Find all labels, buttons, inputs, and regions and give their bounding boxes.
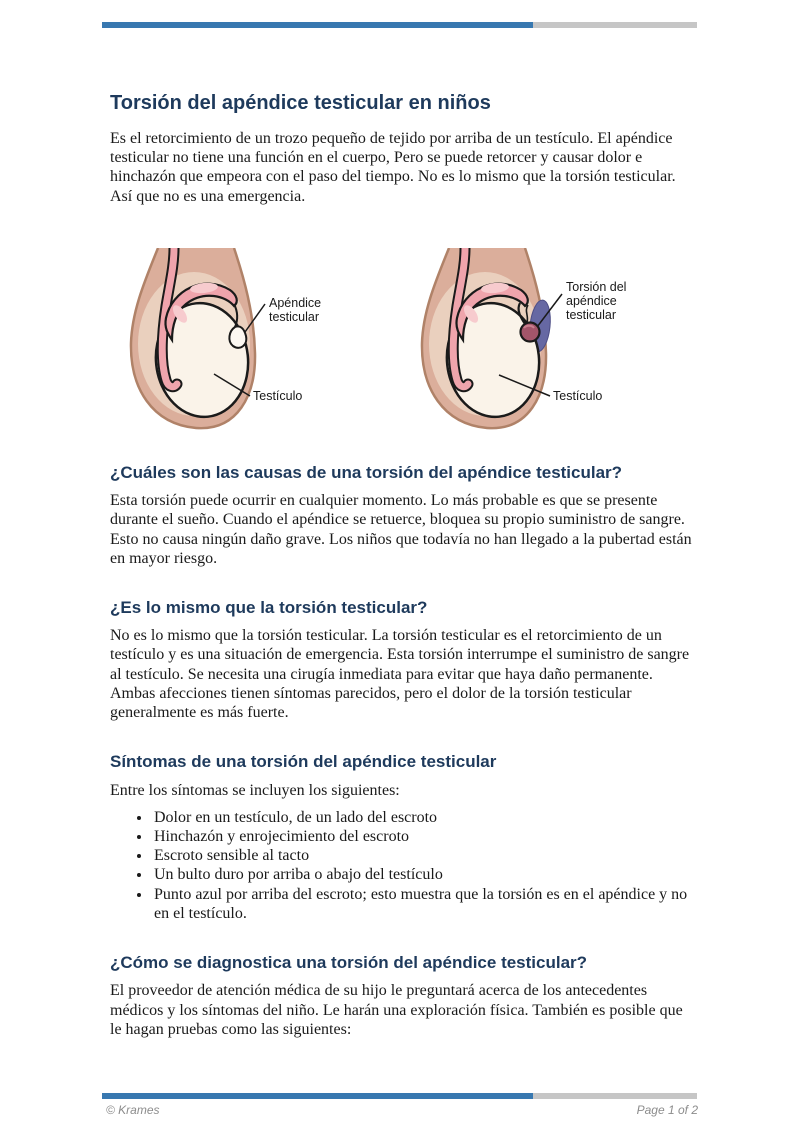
footer-bar-gray-segment (533, 1093, 697, 1099)
section-paragraph: El proveedor de atención médica de su hijo le preguntará acerca de los antecedentes médicos y los síntomas del niño. Le harán una exploración física. También es posible que le hagan pruebas como las siguientes: (110, 982, 683, 1038)
appendix-label-line1: Apéndice (269, 295, 322, 310)
symptom-item: • Dolor en un testículo, de un lado del escroto (152, 808, 698, 827)
torsion-label-line1: Torsión del (566, 279, 627, 294)
section-heading: ¿Es lo mismo que la torsión testicular? (110, 597, 428, 617)
testicle-label: Testículo (553, 388, 603, 403)
header-bar-gray-segment (533, 22, 697, 28)
symptom-item: • Punto azul por arriba del escroto; esto muestra que la torsión es en el apéndice y no en el testículo. (152, 885, 698, 923)
symptom-item: • Hinchazón y enrojecimiento del escroto (152, 827, 698, 846)
section-heading: ¿Cuáles son las causas de una torsión del apéndice testicular? (110, 462, 623, 482)
page-footer (0, 1093, 800, 1131)
footer-bar-blue-segment (102, 1093, 533, 1099)
section-heading: Síntomas de una torsión del apéndice testicular (110, 752, 497, 772)
symptom-item: • Escroto sensible al tacto (152, 846, 698, 865)
symptom-item: • Un bulto duro por arriba o abajo del testículo (152, 865, 698, 884)
section-paragraph: Esta torsión puede ocurrir en cualquier momento. Lo más probable es que se presente durante el sueño. Cuando el apéndice se retuerce, bloquea su propio suministro de sangre. Esto no causa ningún daño grave. Los niños que todavía no han llegado a la pubertad están en mayor riesgo. (110, 492, 692, 567)
header-accent-bar (0, 0, 800, 28)
section-causes (0, 463, 800, 568)
section-symptoms (0, 752, 800, 923)
torsion-label-line2: apéndice (566, 293, 617, 308)
appendix-shape (229, 326, 246, 347)
section-same-as-torsion (0, 598, 800, 722)
header-bar-blue-segment (102, 22, 533, 28)
page-title: Torsión del apéndice testicular en niños (110, 92, 491, 114)
section-heading: ¿Cómo se diagnostica una torsión del apéndice testicular? (110, 952, 588, 972)
figure-torsion-anatomy (413, 248, 678, 433)
symptom-list (110, 808, 698, 923)
torsion-label-line3: testicular (566, 307, 617, 322)
section-paragraph: Entre los síntomas se incluyen los siguientes: (110, 781, 400, 799)
appendix-label-line2: testicular (269, 309, 320, 324)
footer-accent-bar (102, 1093, 697, 1099)
copyright-text: © Krames (106, 1103, 160, 1117)
figure-normal-anatomy (122, 248, 387, 433)
anatomy-figures (0, 248, 800, 433)
page-number: Page 1 of 2 (636, 1103, 698, 1117)
testicle-label: Testículo (253, 388, 303, 403)
intro-paragraph: Es el retorcimiento de un trozo pequeño de tejido por arriba de un testículo. El apéndice testicular no tiene una función en el cuerpo, Pero se puede retorcer y causar dolor e hinchazón que empeora con el paso del tiempo. No es lo mismo que la torsión testicular. Así que no es una emergencia. (110, 130, 676, 205)
section-diagnosis (0, 953, 800, 1039)
section-paragraph: No es lo mismo que la torsión testicular. La torsión testicular es el retorcimiento de un testículo y es una situación de emergencia. Esta torsión interrumpe el suministro de sangre al testículo. Se necesita una cirugía inmediata para evitar que haya daño permanente. Ambas afecciones tienen síntomas parecidos, pero el dolor de la torsión testicular generalmente es más fuerte. (110, 627, 690, 722)
